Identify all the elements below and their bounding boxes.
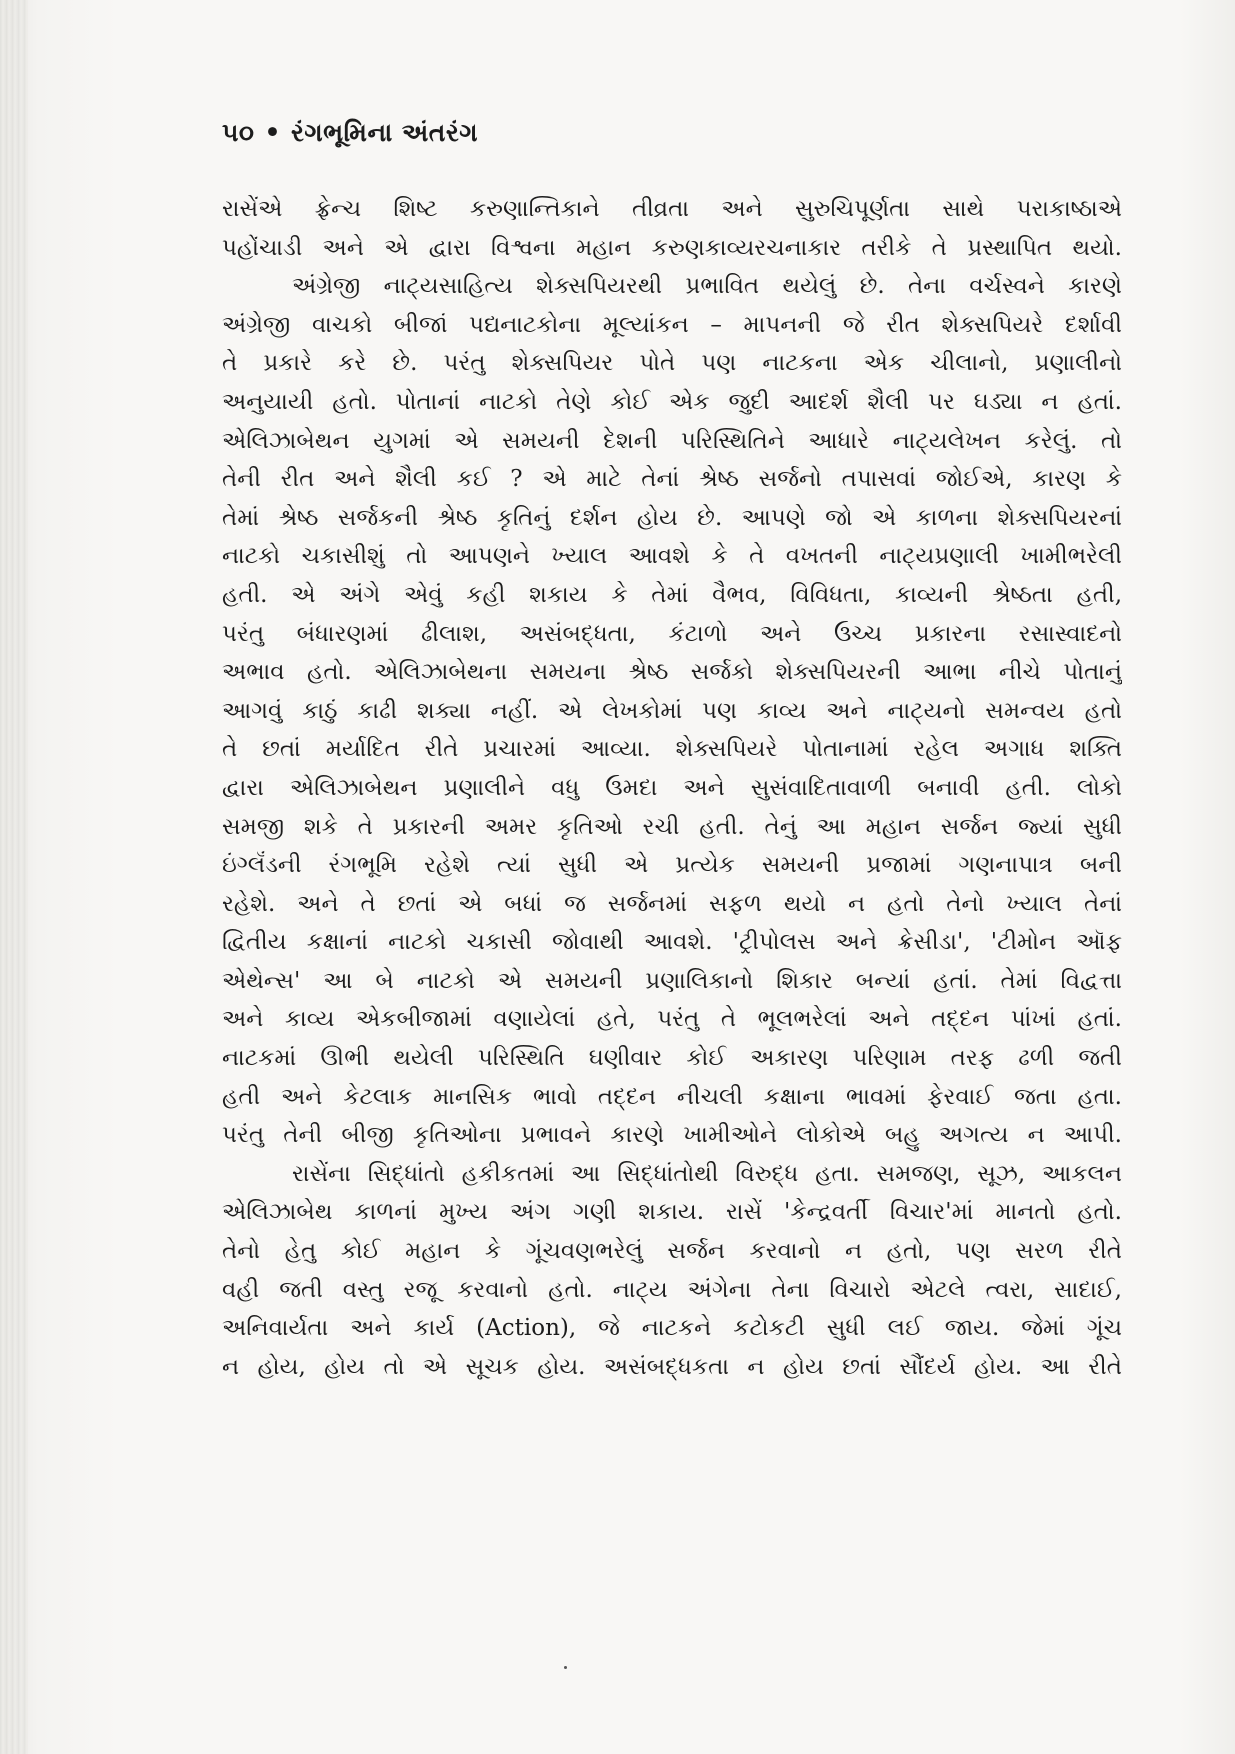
text-line: નાટકો ચકાસીશું તો આપણને ખ્યાલ આવશે કે તે વખતની નાટ્યપ્રણાલી ખામીભરેલી bbox=[222, 543, 1122, 570]
text-line: એલિઝાબેથ કાળનાં મુખ્ય અંગ ગણી શકાય. રાસેં 'કેન્દ્રવર્તી વિચાર'માં માનતો હતો. bbox=[222, 1199, 1122, 1226]
text-line: ઇંગ્લૅંડની રંગભૂમિ રહેશે ત્યાં સુધી એ પ્રત્યેક સમયની પ્રજામાં ગણનાપાત્ર બની bbox=[222, 852, 1122, 879]
body-text bbox=[222, 190, 1122, 1386]
text-line: સમજી શકે તે પ્રકારની અમર કૃતિઓ રચી હતી. તેનું આ મહાન સર્જન જ્યાં સુધી bbox=[222, 813, 1122, 840]
text-line: અને કાવ્ય એકબીજામાં વણાયેલાં હતે, પરંતુ તે ભૂલભરેલાં અને તદ્દન પાંખાં હતાં. bbox=[222, 1006, 1122, 1033]
book-title: રંગભૂમિના અંતરંગ bbox=[290, 118, 479, 147]
text-line: હતી. એ અંગે એવું કહી શકાય કે તેમાં વૈભવ, વિવિધતા, કાવ્યની શ્રેષ્ઠતા હતી, bbox=[222, 581, 1122, 608]
text-line: વહી જતી વસ્તુ રજૂ કરવાનો હતો. નાટ્ય અંગેના તેના વિચારો એટલે ત્વરા, સાદાઈ, bbox=[222, 1276, 1122, 1303]
page-mark bbox=[564, 1666, 567, 1669]
page-number: ૫૦ bbox=[222, 118, 255, 147]
text-line: ન હોય, હોય તો એ સૂચક હોય. અસંબદ્ધકતા ન હોય છતાં સૌંદર્ય હોય. આ રીતે bbox=[222, 1353, 1122, 1380]
text-line: એલિઝાબેથન યુગમાં એ સમયની દેશની પરિસ્થિતિને આધારે નાટ્યલેખન કરેલું. તો bbox=[222, 427, 1122, 454]
text-line: અનુયાયી હતો. પોતાનાં નાટકો તેણે કોઈ એક જુદી આદર્શ શૈલી પર ઘડ્યા ન હતાં. bbox=[222, 388, 1122, 415]
text-line: હતી અને કેટલાક માનસિક ભાવો તદ્દન નીચલી કક્ષાના ભાવમાં ફેરવાઈ જતા હતા. bbox=[222, 1083, 1122, 1110]
text-line: તેમાં શ્રેષ્ઠ સર્જકની શ્રેષ્ઠ કૃતિનું દર્શન હોય છે. આપણે જો એ કાળના શેક્સપિયરનાં bbox=[222, 504, 1122, 531]
text-line: અભાવ હતો. એલિઝાબેથના સમયના શ્રેષ્ઠ સર્જકો શેક્સપિયરની આભા નીચે પોતાનું bbox=[222, 659, 1122, 686]
text-line: રાસેંએ ફ્રેન્ચ શિષ્ટ કરુણાન્તિકાને તીવ્રતા અને સુરુચિપૂર્ણતા સાથે પરાકાષ્ઠાએ bbox=[222, 196, 1122, 222]
header-bullet: • bbox=[264, 118, 281, 147]
text-line: અંગ્રેજી વાચકો બીજાં પદ્યનાટકોના મૂલ્યાંકન – માપનની જે રીત શેક્સપિયરે દર્શાવી bbox=[222, 311, 1122, 338]
text-line: નાટકમાં ઊભી થયેલી પરિસ્થિતિ ઘણીવાર કોઈ અકારણ પરિણામ તરફ ઢળી જતી bbox=[222, 1045, 1122, 1072]
text-line: રહેશે. અને તે છતાં એ બધાં જ સર્જનમાં સફળ થયો ન હતો તેનો ખ્યાલ તેનાં bbox=[222, 890, 1122, 917]
text-line: આગવું કાઠું કાઢી શક્યા નહીં. એ લેખકોમાં પણ કાવ્ય અને નાટ્યનો સમન્વય હતો bbox=[222, 697, 1122, 724]
text-line: દ્વારા એલિઝાબેથન પ્રણાલીને વધુ ઉમદા અને સુસંવાદિતાવાળી બનાવી હતી. લોકો bbox=[222, 774, 1122, 801]
text-line: પરંતુ બંધારણમાં ઢીલાશ, અસંબદ્ધતા, કંટાળો અને ઉચ્ચ પ્રકારના રસાસ્વાદનો bbox=[222, 620, 1122, 647]
text-line: તે છતાં મર્યાદિત રીતે પ્રચારમાં આવ્યા. શેક્સપિયરે પોતાનામાં રહેલ અગાધ શક્તિ bbox=[222, 736, 1122, 763]
page-edge-shadow bbox=[0, 0, 28, 1754]
running-header bbox=[222, 118, 478, 148]
text-line: તેની રીત અને શૈલી કઈ ? એ માટે તેનાં શ્રેષ્ઠ સર્જનો તપાસવાં જોઈએ, કારણ કે bbox=[222, 466, 1122, 493]
text-line: અનિવાર્યતા અને કાર્ય (Action), જે નાટકને કટોકટી સુધી લઈ જાય. જેમાં ગૂંચ bbox=[222, 1315, 1122, 1342]
text-line: એથેન્સ' આ બે નાટકો એ સમયની પ્રણાલિકાનો શિકાર બન્યાં હતાં. તેમાં વિદ્વત્તા bbox=[222, 967, 1122, 994]
text-line: દ્વિતીય કક્ષાનાં નાટકો ચકાસી જોવાથી આવશે. 'ટ્રીપોલસ અને ક્રેસીડા', 'ટીમોન ઑફ bbox=[222, 929, 1122, 956]
text-line: રાસેંના સિદ્ધાંતો હકીકતમાં આ સિદ્ધાંતોથી વિરુદ્ધ હતા. સમજણ, સૂઝ, આકલન bbox=[292, 1160, 1122, 1187]
text-line: તે પ્રકારે કરે છે. પરંતુ શેક્સપિયર પોતે પણ નાટકના એક ચીલાનો, પ્રણાલીનો bbox=[222, 350, 1122, 377]
text-line: પરંતુ તેની બીજી કૃતિઓના પ્રભાવને કારણે ખામીઓને લોકોએ બહુ અગત્ય ન આપી. bbox=[222, 1122, 1122, 1149]
text-line: પહોંચાડી અને એ દ્વારા વિશ્વના મહાન કરુણકાવ્યરચનાકાર તરીકે તે પ્રસ્થાપિત થયો. bbox=[222, 234, 1122, 261]
text-line: અંગ્રેજી નાટ્યસાહિત્ય શેક્સપિયરથી પ્રભાવિત થયેલું છે. તેના વર્ચસ્વને કારણે bbox=[292, 273, 1122, 300]
text-line: તેનો હેતુ કોઈ મહાન કે ગૂંચવણભરેલું સર્જન કરવાનો ન હતો, પણ સરળ રીતે bbox=[222, 1238, 1122, 1265]
